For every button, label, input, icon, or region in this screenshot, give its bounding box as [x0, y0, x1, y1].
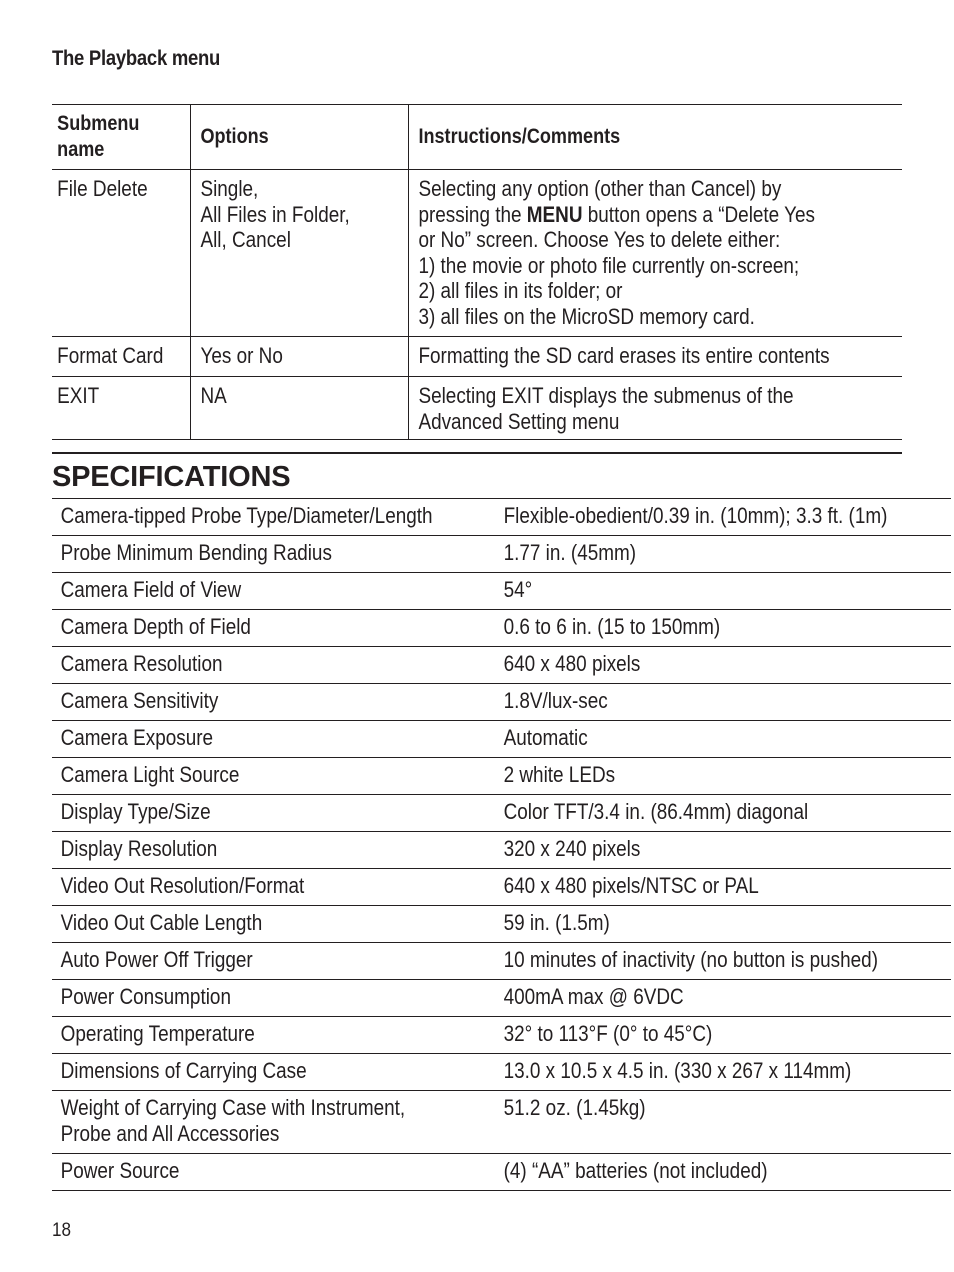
spec-row [52, 499, 951, 536]
spec-value: Flexible-obedient/0.39 in. (10mm); 3.3 ft. (1m) [503, 503, 887, 528]
spec-value: 0.6 to 6 in. (15 to 150mm) [503, 614, 720, 639]
spec-value: 59 in. (1.5m) [503, 910, 610, 935]
spec-value: Color TFT/3.4 in. (86.4mm) diagonal [503, 799, 808, 824]
spec-row [52, 869, 951, 906]
playback-menu-table [52, 104, 902, 440]
spec-label: Dimensions of Carrying Case [60, 1058, 307, 1083]
spec-value: 320 x 240 pixels [503, 836, 640, 861]
spec-value: 1.8V/lux-sec [503, 688, 608, 713]
spec-label: Camera Sensitivity [60, 688, 219, 713]
spec-row [52, 980, 951, 1017]
spec-label: Auto Power Off Trigger [60, 947, 253, 972]
playback-menu-heading: The Playback menu [52, 47, 221, 70]
instructions-cell: Selecting any option (other than Cancel) by pressing the MENU button opens a “Delete Yes or No” screen. Choose Yes to delete either: 1) the movie or photo file currently on-screen; 2) all files in its folder; or 3) all files on the MicroSD memory card. [408, 170, 902, 337]
spec-row [52, 647, 951, 684]
spec-value: 10 minutes of inactivity (no button is pushed) [503, 947, 878, 972]
page-number: 18 [52, 1220, 72, 1241]
spec-row [52, 795, 951, 832]
spec-row [52, 1091, 951, 1154]
spec-label: Power Source [60, 1158, 180, 1183]
spec-value: 51.2 oz. (1.45kg) [503, 1095, 646, 1120]
spec-row [52, 758, 951, 795]
spec-value: (4) “AA” batteries (not included) [503, 1158, 768, 1183]
spec-value: 2 white LEDs [503, 762, 615, 787]
spec-row [52, 943, 951, 980]
spec-row [52, 1017, 951, 1054]
submenu-cell: File Delete [57, 176, 148, 201]
column-header-instructions: Instructions/Comments [408, 105, 902, 170]
spec-label: Video Out Resolution/Format [60, 873, 305, 898]
spec-row [52, 573, 951, 610]
spec-row [52, 536, 951, 573]
table-row [52, 337, 902, 377]
spec-value: 13.0 x 10.5 x 4.5 in. (330 x 267 x 114mm) [503, 1058, 851, 1083]
spec-label: Camera Light Source [60, 762, 240, 787]
spec-label: Camera Exposure [60, 725, 214, 750]
options-cell: NA [190, 377, 408, 440]
spec-label: Camera-tipped Probe Type/Diameter/Length [60, 503, 433, 528]
column-header-submenu: Submenu name [57, 112, 140, 161]
spec-value: 640 x 480 pixels [503, 651, 640, 676]
specifications-heading: SPECIFICATIONS [52, 452, 902, 498]
spec-label: Camera Resolution [60, 651, 223, 676]
column-header-options: Options [190, 105, 408, 170]
options-cell: Yes or No [190, 337, 408, 377]
spec-label: Power Consumption [60, 984, 231, 1009]
table-row [52, 377, 902, 440]
options-cell: Single, All Files in Folder, All, Cancel [190, 170, 408, 337]
spec-value: 1.77 in. (45mm) [503, 540, 636, 565]
table-header-row [52, 105, 902, 170]
submenu-cell: Format Card [57, 343, 164, 368]
spec-label: Display Type/Size [60, 799, 211, 824]
instructions-cell: Formatting the SD card erases its entire contents [408, 337, 902, 377]
table-row [52, 170, 902, 337]
spec-value: 640 x 480 pixels/NTSC or PAL [503, 873, 759, 898]
spec-row [52, 1154, 951, 1191]
spec-row [52, 1054, 951, 1091]
spec-label: Camera Field of View [60, 577, 242, 602]
spec-label: Display Resolution [60, 836, 218, 861]
spec-value: Automatic [503, 725, 588, 750]
instructions-cell: Selecting EXIT displays the submenus of the Advanced Setting menu [408, 377, 902, 440]
spec-row [52, 684, 951, 721]
spec-label: Weight of Carrying Case with Instrument, Probe and All Accessories [60, 1095, 406, 1146]
menu-button-keyword: MENU [526, 201, 583, 227]
spec-label: Probe Minimum Bending Radius [60, 540, 332, 565]
spec-row [52, 832, 951, 869]
submenu-cell: EXIT [57, 383, 100, 408]
spec-label: Camera Depth of Field [60, 614, 251, 639]
spec-label: Video Out Cable Length [60, 910, 263, 935]
spec-row [52, 906, 951, 943]
spec-value: 400mA max @ 6VDC [503, 984, 684, 1009]
spec-row [52, 721, 951, 758]
spec-label: Operating Temperature [60, 1021, 255, 1046]
specifications-table [52, 498, 951, 1191]
spec-row [52, 610, 951, 647]
spec-value: 54° [503, 577, 532, 602]
spec-value: 32° to 113°F (0° to 45°C) [503, 1021, 712, 1046]
